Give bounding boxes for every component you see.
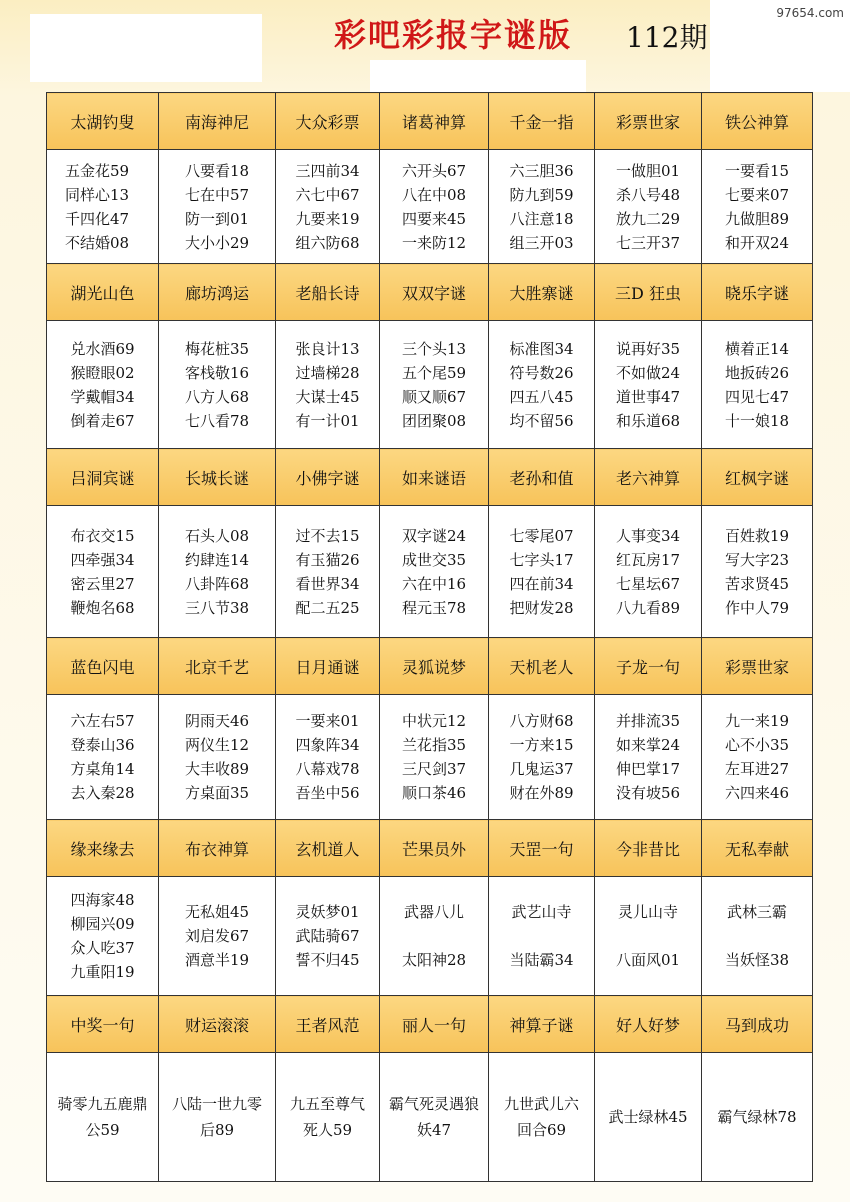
riddle-line: 道世事47: [615, 387, 681, 406]
riddle-line: 武林三霸: [726, 903, 787, 921]
riddle-line: 七三开37: [615, 233, 681, 252]
riddle-line: 四五八45: [509, 387, 574, 406]
riddle-cell: [380, 695, 489, 820]
riddle-line: 四牵强34: [70, 550, 135, 569]
column-header: 红枫字谜: [702, 449, 813, 506]
riddle-line: 一方来15: [509, 736, 574, 754]
site-watermark: 97654.com: [776, 6, 844, 20]
riddle-line: 学戴帽34: [70, 387, 135, 406]
column-header: 老船长诗: [276, 264, 380, 321]
riddle-line: 均不留56: [509, 411, 574, 430]
riddle-line: 不如做24: [615, 363, 681, 382]
riddle-cell: [489, 1053, 595, 1182]
riddle-line: 约肆连14: [184, 550, 250, 569]
column-header: 神算子谜: [489, 996, 595, 1053]
column-header: 缘来缘去: [47, 820, 159, 877]
column-header: 双双字谜: [380, 264, 489, 321]
riddle-line: 防一到01: [184, 209, 250, 228]
column-header: 布衣神算: [159, 820, 276, 877]
riddle-line: 四海家48: [70, 891, 135, 909]
riddle-line: 组三开03: [509, 233, 574, 252]
column-header: 中奖一句: [47, 996, 159, 1053]
column-header: 灵狐说梦: [380, 638, 489, 695]
riddle-line: 去入秦28: [70, 784, 135, 802]
riddle-line: 一要来01: [295, 712, 360, 730]
riddle-cell: [489, 506, 595, 638]
riddle-line: 八在中08: [401, 185, 467, 204]
riddle-line: 霸气死灵遇狼妖47: [388, 1095, 479, 1139]
riddle-line: 百姓救19: [724, 526, 790, 545]
blank-panel-left: [30, 14, 262, 82]
riddle-cell: [159, 321, 276, 449]
riddle-cell: [47, 695, 159, 820]
riddle-cell: [489, 150, 595, 264]
riddle-line: 八幕戏78: [295, 760, 360, 778]
riddle-cell: [276, 321, 380, 449]
riddle-line: 和乐道68: [615, 411, 681, 430]
column-header: 好人好梦: [595, 996, 702, 1053]
riddle-line: 组六防68: [295, 233, 360, 252]
riddle-line: 武士绿林45: [608, 1108, 688, 1126]
riddle-cell: [47, 877, 159, 996]
riddle-cell: [159, 506, 276, 638]
column-header: 芒果员外: [380, 820, 489, 877]
riddle-cell: [159, 695, 276, 820]
riddle-cell: [159, 150, 276, 264]
riddle-line: 八九看89: [615, 598, 681, 617]
riddle-line: 四见七47: [724, 387, 790, 406]
riddle-line: 石头人08: [184, 526, 250, 545]
riddle-line: 灵儿山寺: [617, 903, 678, 921]
riddle-line: 看世界34: [295, 574, 360, 593]
riddle-cell: [380, 321, 489, 449]
column-header: 铁公神算: [702, 93, 813, 150]
column-header: 吕洞宾谜: [47, 449, 159, 506]
riddle-line: 七零尾07: [509, 526, 574, 545]
riddle-line: 七在中57: [184, 185, 250, 204]
column-header: 日月通谜: [276, 638, 380, 695]
riddle-line: 团团聚08: [401, 411, 467, 430]
riddle-line: 程元玉78: [401, 598, 467, 617]
riddle-cell: [595, 321, 702, 449]
riddle-line: 七星坛67: [615, 574, 681, 593]
riddle-line: 左耳进27: [724, 760, 790, 778]
riddle-line: 配二五25: [295, 598, 360, 617]
column-header: 天机老人: [489, 638, 595, 695]
header-row: [47, 449, 813, 506]
riddle-line: 说再好35: [615, 339, 681, 358]
riddle-line: 七字头17: [509, 550, 574, 569]
riddle-line: 柳园兴09: [70, 915, 135, 933]
riddle-line: 一来防12: [401, 233, 467, 252]
riddle-line: 有玉猫26: [295, 550, 360, 569]
riddle-line: 九一来19: [724, 712, 790, 730]
riddle-cell: [595, 695, 702, 820]
riddle-line: 苦求贤45: [724, 574, 790, 593]
riddle-line: 灵妖梦01: [295, 903, 360, 921]
riddle-line: 横着正14: [724, 339, 790, 358]
column-header: 小佛字谜: [276, 449, 380, 506]
content-row: [47, 321, 813, 449]
riddle-line: 双字谜24: [401, 526, 467, 545]
column-header: 马到成功: [702, 996, 813, 1053]
riddle-line: 八方财68: [509, 712, 574, 730]
riddle-line: 誓不归45: [295, 951, 360, 969]
riddle-line: 刘启发67: [184, 927, 250, 945]
riddle-line: 标准图34: [509, 339, 574, 358]
riddle-cell: [380, 1053, 489, 1182]
content-row: [47, 1053, 813, 1182]
riddle-cell: [595, 877, 702, 996]
riddle-line: 七要来07: [724, 185, 790, 204]
column-header: 老孙和值: [489, 449, 595, 506]
riddle-line: 大小小29: [184, 233, 250, 252]
riddle-line: 顺口茶46: [401, 784, 467, 802]
riddle-line: 三个头13: [401, 339, 467, 358]
column-header: 玄机道人: [276, 820, 380, 877]
riddle-cell: [702, 150, 813, 264]
riddle-line: 六开头67: [401, 161, 467, 180]
riddle-line: 六四来46: [724, 784, 790, 802]
riddle-line: 梅花桩35: [184, 339, 250, 358]
column-header: 子龙一句: [595, 638, 702, 695]
riddle-line: 霸气绿林78: [717, 1108, 797, 1126]
riddle-line: 八面风01: [615, 951, 681, 969]
header-row: [47, 638, 813, 695]
riddle-line: 地扳砖26: [724, 363, 790, 382]
riddle-line: 写大字23: [724, 550, 790, 569]
riddle-line: 并排流35: [615, 712, 681, 730]
riddle-line: 八要看18: [184, 161, 250, 180]
riddle-line: 把财发28: [509, 598, 574, 617]
riddle-line: 九重阳19: [70, 963, 135, 981]
blank-panel-middle: [370, 60, 586, 94]
riddle-line: 中状元12: [401, 712, 467, 730]
column-header: 太湖钓叟: [47, 93, 159, 150]
riddle-line: 三四前34: [295, 161, 360, 180]
riddle-line: 八卦阵68: [184, 574, 250, 593]
riddle-line: 太阳神28: [401, 951, 467, 969]
riddle-cell: [595, 150, 702, 264]
riddle-line: 四要来45: [401, 209, 467, 228]
riddle-cell: [276, 1053, 380, 1182]
riddle-line: 密云里27: [70, 574, 135, 593]
column-header: 长城长谜: [159, 449, 276, 506]
riddle-line: 九要来19: [295, 209, 360, 228]
riddle-line: 几鬼运37: [509, 760, 574, 778]
content-row: [47, 150, 813, 264]
riddle-cell: [276, 506, 380, 638]
riddle-line: 五金花59: [65, 161, 130, 180]
riddle-line: 有一计01: [295, 411, 360, 430]
riddle-line: 倒着走67: [70, 411, 135, 430]
riddle-line: 九世武儿六回合69: [503, 1095, 579, 1139]
riddle-line: 防九到59: [509, 185, 574, 204]
riddle-cell: [159, 877, 276, 996]
riddle-line: 过墙梯28: [295, 363, 360, 382]
riddle-line: 千四化47: [65, 209, 130, 228]
riddle-cell: [595, 1053, 702, 1182]
riddle-cell: [702, 1053, 813, 1182]
column-header: 南海神尼: [159, 93, 276, 150]
riddle-cell: [489, 695, 595, 820]
header-row: [47, 264, 813, 321]
riddle-line: 兰花指35: [401, 736, 467, 754]
column-header: 千金一指: [489, 93, 595, 150]
column-header: 王者风范: [276, 996, 380, 1053]
riddle-line: 作中人79: [724, 598, 790, 617]
issue-number: 112期: [626, 21, 708, 54]
riddle-line: 四象阵34: [295, 736, 360, 754]
column-header: 三D 狂虫: [595, 264, 702, 321]
riddle-line: 骑零九五鹿鼎公59: [57, 1095, 148, 1139]
column-header: 天罡一句: [489, 820, 595, 877]
riddle-cell: [276, 150, 380, 264]
riddle-cell: [489, 877, 595, 996]
riddle-line: 放九二29: [615, 209, 681, 228]
riddle-grid: [46, 92, 813, 1182]
riddle-line: 猴瞪眼02: [70, 363, 135, 382]
riddle-cell: [47, 1053, 159, 1182]
riddle-cell: [159, 1053, 276, 1182]
riddle-line: 没有坡56: [615, 784, 681, 802]
riddle-line: 张良计13: [295, 339, 360, 358]
riddle-line: 三尺剑37: [401, 760, 467, 778]
riddle-line: 十一娘18: [724, 411, 790, 430]
column-header: 丽人一句: [380, 996, 489, 1053]
riddle-line: 鞭炮名68: [70, 598, 135, 617]
riddle-line: 武陆骑67: [295, 927, 360, 945]
riddle-cell: [47, 321, 159, 449]
riddle-cell: [380, 506, 489, 638]
riddle-line: 大丰收89: [184, 760, 250, 778]
column-header: 蓝色闪电: [47, 638, 159, 695]
riddle-line: 八陆一世九零后89: [171, 1095, 262, 1139]
riddle-line: 六七中67: [295, 185, 360, 204]
riddle-cell: [489, 321, 595, 449]
riddle-line: 方桌面35: [184, 784, 250, 802]
riddle-line: 一要看15: [724, 161, 790, 180]
riddle-cell: [702, 877, 813, 996]
riddle-line: 无私姐45: [184, 903, 250, 921]
riddle-line: 顺又顺67: [401, 387, 467, 406]
riddle-line: 不结婚08: [65, 233, 130, 252]
column-header: 如来谜语: [380, 449, 489, 506]
column-header: 彩票世家: [702, 638, 813, 695]
column-header: 诸葛神算: [380, 93, 489, 150]
riddle-cell: [702, 506, 813, 638]
riddle-line: 七八看78: [184, 411, 250, 430]
column-header: 老六神算: [595, 449, 702, 506]
riddle-line: 客栈敬16: [184, 363, 250, 382]
header-row: [47, 93, 813, 150]
header-row: [47, 996, 813, 1053]
riddle-line: 杀八号48: [615, 185, 681, 204]
riddle-line: 成世交35: [401, 550, 467, 569]
riddle-line: 阴雨天46: [184, 712, 250, 730]
page-title: 彩吧彩报字谜版: [334, 16, 573, 54]
riddle-line: 伸巴掌17: [615, 760, 681, 778]
riddle-line: 心不小35: [724, 736, 790, 754]
column-header: 大众彩票: [276, 93, 380, 150]
riddle-line: 人事变34: [615, 526, 681, 545]
riddle-line: 符号数26: [509, 363, 574, 382]
column-header: 湖光山色: [47, 264, 159, 321]
riddle-cell: [595, 506, 702, 638]
riddle-line: 九做胆89: [724, 209, 790, 228]
column-header: 彩票世家: [595, 93, 702, 150]
column-header: 今非昔比: [595, 820, 702, 877]
column-header: 晓乐字谜: [702, 264, 813, 321]
riddle-line: 财在外89: [509, 784, 574, 802]
riddle-line: 当妖怪38: [724, 951, 790, 969]
riddle-line: 九五至尊气死人59: [289, 1095, 365, 1139]
riddle-line: 八方人68: [184, 387, 250, 406]
riddle-cell: [276, 695, 380, 820]
riddle-line: 武器八儿: [403, 903, 464, 921]
riddle-cell: [47, 150, 159, 264]
riddle-line: 四在前34: [509, 574, 574, 593]
riddle-line: 兑水酒69: [70, 339, 135, 358]
content-row: [47, 877, 813, 996]
riddle-line: 两仪生12: [184, 736, 250, 754]
riddle-line: 五个尾59: [401, 363, 467, 382]
riddle-line: 同样心13: [65, 185, 130, 204]
riddle-line: 红瓦房17: [615, 550, 681, 569]
riddle-line: 吾坐中56: [295, 784, 360, 802]
riddle-cell: [47, 506, 159, 638]
content-row: [47, 695, 813, 820]
riddle-line: 方桌角14: [70, 760, 135, 778]
riddle-cell: [702, 321, 813, 449]
column-header: 大胜寨谜: [489, 264, 595, 321]
content-row: [47, 506, 813, 638]
column-header: 廊坊鸿运: [159, 264, 276, 321]
riddle-line: 布衣交15: [70, 526, 135, 545]
riddle-line: 三八节38: [184, 598, 250, 617]
riddle-line: 过不去15: [295, 526, 360, 545]
riddle-cell: [380, 877, 489, 996]
riddle-line: 登泰山36: [70, 736, 135, 754]
riddle-line: 六三胆36: [509, 161, 574, 180]
riddle-line: 大谋士45: [295, 387, 360, 406]
riddle-cell: [276, 877, 380, 996]
riddle-line: 当陆霸34: [509, 951, 574, 969]
riddle-line: 八注意18: [509, 209, 574, 228]
column-header: 财运滚滚: [159, 996, 276, 1053]
column-header: 无私奉献: [702, 820, 813, 877]
riddle-line: 众人吃37: [70, 939, 135, 957]
riddle-cell: [380, 150, 489, 264]
column-header: 北京千艺: [159, 638, 276, 695]
riddle-line: 如来掌24: [615, 736, 681, 754]
riddle-line: 和开双24: [724, 233, 790, 252]
riddle-line: 一做胆01: [615, 161, 681, 180]
riddle-line: 六左右57: [70, 712, 135, 730]
riddle-line: 武艺山寺: [511, 903, 572, 921]
riddle-cell: [702, 695, 813, 820]
header-row: [47, 820, 813, 877]
riddle-line: 六在中16: [401, 574, 467, 593]
riddle-line: 酒意半19: [184, 951, 250, 969]
